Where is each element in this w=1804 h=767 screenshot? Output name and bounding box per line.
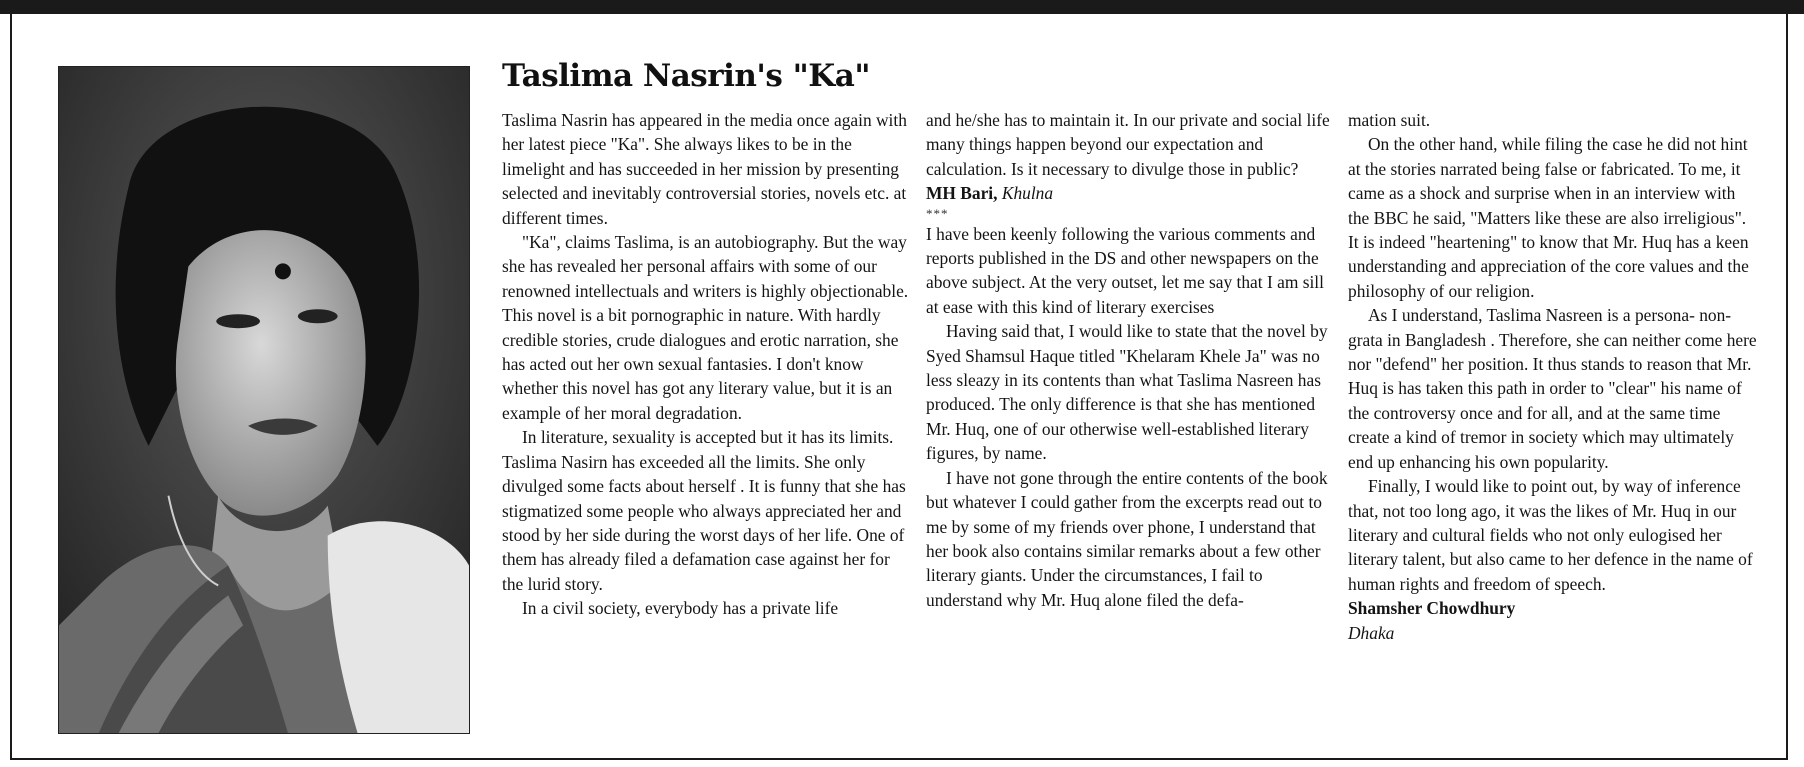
- paragraph: Having said that, I would like to state that the novel by Syed Shamsul Haque titled "Khelaram Khele Ja" was no less sleazy in its contents than what Taslima Nasreen has produced. The only difference is that she has mentioned Mr. Huq, one of our otherwise well-established literary figures, by name.: [926, 321, 1328, 464]
- article-column-1: [502, 108, 914, 621]
- byline-2-place-line: [1348, 621, 1760, 645]
- paragraph: mation suit.: [1348, 110, 1431, 130]
- top-rule: [0, 0, 1804, 14]
- paragraph: In a civil society, everybody has a private life: [522, 598, 839, 619]
- byline-2-name-line: [1348, 596, 1760, 620]
- paragraph: I have not gone through the entire contents of the book but whatever I could gather from the excerpts read out to me by some of my friends over phone, I understand that her book also contains similar remarks about a few other literary giants. Under the circumstances, I fail to understand why Mr. Huq alone filed the defa-: [926, 467, 1328, 610]
- article-column-2: [926, 108, 1338, 612]
- paragraph: As I understand, Taslima Nasreen is a persona- non-grata in Bangladesh . Therefore, she can neither come here nor "defend" her position. It thus stands to reason that Mr. Huq is has taken this path in order to "clear" his name of the controversy once and for all, and at the same time create a kind of tremor in society which may ultimately end up enhancing his own popularity.: [1348, 305, 1757, 472]
- paragraph: "Ka", claims Taslima, is an autobiography. But the way she has revealed her personal affairs with some of our renowned intellectuals and writers is highly objectionable. This novel is a bit pornographic in nature. With hardly credible stories, crude dialogues and erotic narration, she has acted out her own sexual fantasies. I don't know whether this novel has got any literary value, but it is an example of her moral degradation.: [502, 232, 909, 423]
- byline-2-place: Dhaka: [1348, 622, 1395, 643]
- paragraph: I have been keenly following the various comments and reports published in the DS and other newspapers on the above subject. At the very outset, let me say that I am sill at ease with this kind of literary exercises: [926, 223, 1324, 317]
- article-column-3: [1348, 108, 1760, 645]
- byline-1-place: Khulna: [1001, 183, 1054, 204]
- byline-1-name: MH Bari,: [926, 183, 998, 204]
- paragraph: In literature, sexuality is accepted but it has its limits. Taslima Nasirn has exceeded all the limits. She only divulged some facts about herself . It is funny that she has stigmatized some people who always appreciated her and stood by her side during the worst days of her life. One of them has already filed a defamation case against her for the lurid story.: [502, 427, 906, 594]
- byline-1: [926, 181, 1338, 205]
- byline-2-name: Shamsher Chowdhury: [1348, 598, 1516, 619]
- separator: ***: [926, 205, 949, 221]
- paragraph: On the other hand, while filing the case he did not hint at the stories narrated being false or fabricated. To me, it came as a shock and surprise when in an interview with the BBC he said, "Matters like these are also irreligious". It is indeed "heartening" to know that Mr. Huq has a keen understanding and appreciation of the core values and the philosophy of our religion.: [1348, 134, 1749, 301]
- paragraph: Taslima Nasrin has appeared in the media once again with her latest piece "Ka". She always likes to be in the limelight and has succeeded in her mission by presenting selected and inevitably controversial stories, novels etc. at different times.: [502, 110, 907, 228]
- article-title: Taslima Nasrin's "Ka": [502, 58, 870, 94]
- paragraph: and he/she has to maintain it. In our private and social life many things happen beyond our expectation and calculation. Is it necessary to divulge those in public?: [926, 110, 1330, 179]
- portrait-photo: [58, 66, 470, 734]
- portrait-image: [59, 67, 469, 733]
- paragraph: Finally, I would like to point out, by way of inference that, not too long ago, it was the likes of Mr. Huq in our literary and cultural fields who not only eulogised her literary talent, but also came to her defence in the name of human rights and freedom of speech.: [1348, 476, 1753, 594]
